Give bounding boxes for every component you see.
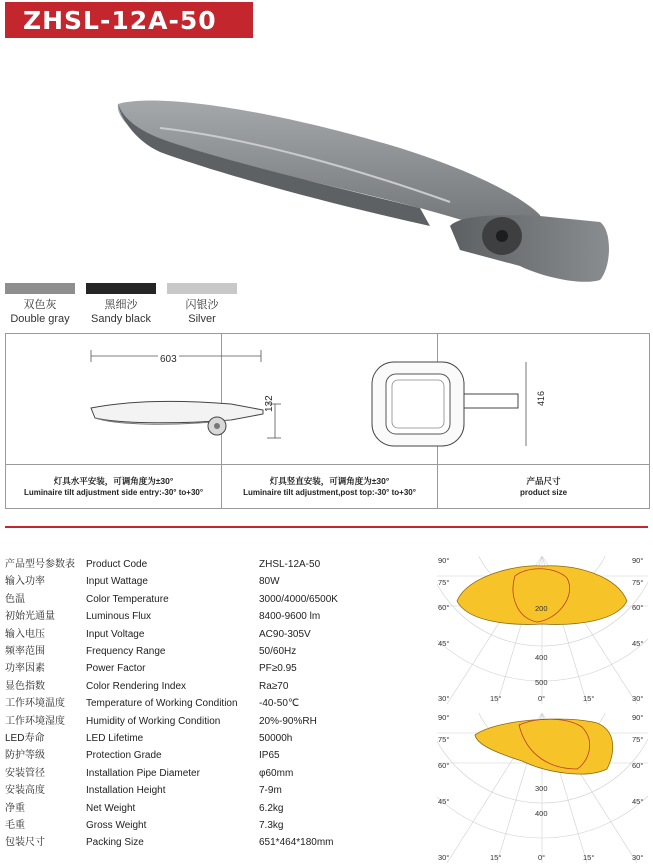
spec-en-label: Input Voltage	[86, 628, 145, 640]
top-view-drawing	[366, 354, 536, 454]
spec-value: 8400-9600 lm	[259, 611, 321, 623]
spec-value: Ra≥70	[259, 680, 289, 692]
spec-cn-label: 输入功率	[5, 576, 45, 588]
swatch-double-gray	[5, 283, 75, 294]
spec-value: φ60mm	[259, 767, 294, 779]
spec-en-label: Input Wattage	[86, 576, 148, 588]
spec-en-label: Color Rendering Index	[86, 680, 187, 692]
spec-cn-label: 显色指数	[5, 680, 45, 692]
spec-cn-label: 输入电压	[5, 628, 45, 640]
product-render	[100, 90, 620, 290]
spec-cn-label: 毛重	[5, 820, 25, 831]
title-banner	[5, 2, 253, 38]
caption-side-cn: 灯具水平安装，可调角度为±30°	[53, 476, 174, 486]
spec-en-label: Humidity of Working Condition	[86, 715, 221, 727]
spec-cn-label: 安装管径	[5, 767, 45, 779]
spec-en-label: Temperature of Working Condition	[86, 698, 238, 710]
dimension-drawing-box	[5, 333, 650, 509]
p2-angle-75-left: 75°	[438, 735, 450, 744]
spec-cn-label: 功率因素	[5, 663, 45, 675]
p1-angle-45-right: 45°	[632, 639, 644, 648]
spec-value: 80W	[259, 576, 280, 588]
p1-ring-400: 400	[535, 653, 548, 662]
p1-ring-200: 200	[535, 604, 548, 613]
swatch-sandy-black	[86, 283, 156, 294]
caption-size-en: product size	[519, 488, 568, 497]
p2-angle-0: 0°	[538, 853, 546, 862]
spec-value: 20%-90%RH	[259, 715, 317, 727]
spec-cn-label: 工作环境温度	[5, 698, 65, 710]
caption-size-cn: 产品尺寸	[526, 476, 561, 486]
p1-angle-75-left: 75°	[438, 578, 450, 587]
spec-cn-label: 工作环境湿度	[5, 715, 65, 727]
p1-angle-90-left: 90°	[438, 556, 450, 565]
spec-value: 50000h	[259, 733, 293, 744]
caption-side-en: Luminaire tilt adjustment side entry:-30° to+30°	[23, 488, 204, 497]
spec-en-label: Product Code	[86, 559, 148, 570]
p2-ring-300: 300	[535, 784, 548, 793]
p2-angle-45-right: 45°	[632, 797, 644, 806]
p1-angle-0: 0°	[538, 694, 546, 703]
p1-angle-90-right: 90°	[632, 556, 644, 565]
p2-angle-90-right: 90°	[632, 713, 644, 722]
p1-angle-75-right: 75°	[632, 578, 644, 587]
p1-angle-15-left: 15°	[490, 694, 502, 703]
spec-value: 651*464*180mm	[259, 837, 334, 849]
side-view-drawing	[81, 346, 291, 446]
p2-angle-45-left: 45°	[438, 797, 450, 806]
spec-en-label: LED Lifetime	[86, 733, 144, 744]
spec-en-label: Installation Pipe Diameter	[86, 767, 200, 779]
dim-length: 603	[160, 354, 177, 365]
mount-arm	[450, 215, 609, 282]
spec-cn-label: 初始光通量	[5, 611, 55, 623]
p2-angle-60-left: 60°	[438, 761, 450, 770]
spec-en-label: Color Temperature	[86, 593, 169, 605]
finish-label-silver: 闪银沙 Silver	[185, 299, 219, 325]
spec-en-label: Luminous Flux	[86, 611, 152, 623]
p2-angle-15-left: 15°	[490, 853, 502, 862]
spec-value: -40-50℃	[259, 698, 300, 710]
spec-en-label: Frequency Range	[86, 646, 166, 657]
p2-angle-90-left: 90°	[438, 713, 450, 722]
finish-label-sandy-black: 黑细沙 Sandy black	[91, 299, 151, 325]
spec-en-label: Packing Size	[86, 837, 144, 849]
p2-angle-30-right: 30°	[632, 853, 644, 862]
spec-value: 7.3kg	[259, 820, 284, 831]
polar-diagram-1	[437, 556, 648, 704]
dim-height: 132	[264, 395, 275, 412]
section-divider	[5, 526, 648, 528]
spec-en-label: Installation Height	[86, 785, 166, 797]
spec-value: AC90-305V	[259, 628, 311, 640]
spec-cn-label: 频率范围	[5, 646, 45, 657]
spec-cn-label: LED寿命	[5, 733, 45, 744]
spec-value: 50/60Hz	[259, 646, 297, 657]
p2-angle-15-right: 15°	[583, 853, 595, 862]
spec-value: 3000/4000/6500K	[259, 593, 338, 605]
spec-value: 6.2kg	[259, 802, 284, 814]
p1-angle-30-left: 30°	[438, 694, 450, 703]
p2-angle-60-right: 60°	[632, 761, 644, 770]
p2-angle-75-right: 75°	[632, 735, 644, 744]
spec-cn-label: 防护等级	[5, 750, 45, 762]
caption-post-en: Luminaire tilt adjustment,post top:-30° to+30°	[243, 488, 416, 497]
p2-angle-30-left: 30°	[438, 853, 450, 862]
p1-ring-500: 500	[535, 678, 548, 687]
spec-cn-label: 色温	[5, 593, 25, 605]
p1-angle-15-right: 15°	[583, 694, 595, 703]
spec-cn-label: 产品型号参数表	[5, 559, 75, 570]
spec-cn-label: 安装高度	[5, 785, 45, 797]
p2-ring-400: 400	[535, 809, 548, 818]
caption-divider	[6, 464, 649, 465]
p1-angle-30-right: 30°	[632, 694, 644, 703]
spec-value: ZHSL-12A-50	[259, 559, 321, 570]
spec-en-label: Protection Grade	[86, 750, 162, 762]
p1-angle-45-left: 45°	[438, 639, 450, 648]
spec-value: PF≥0.95	[259, 663, 297, 675]
finish-label-double-gray: 双色灰 Double gray	[10, 299, 70, 325]
p1-angle-60-left: 60°	[438, 603, 450, 612]
swatch-silver	[167, 283, 237, 294]
spec-en-label: Gross Weight	[86, 820, 147, 831]
spec-cn-label: 净重	[5, 802, 25, 814]
spec-value: 7-9m	[259, 785, 282, 797]
dim-width: 416	[536, 390, 546, 406]
pivot-bolt	[496, 230, 508, 242]
caption-post-cn: 灯具竖直安装，可调角度为±30°	[269, 476, 390, 486]
spec-cn-label: 包装尺寸	[5, 837, 45, 849]
spec-value: IP65	[259, 750, 280, 762]
spec-en-label: Power Factor	[86, 663, 146, 675]
p1-angle-60-right: 60°	[632, 603, 644, 612]
polar-diagram-2	[437, 713, 648, 863]
product-title: ZHSL-12A-50	[23, 6, 217, 35]
spec-en-label: Net Weight	[86, 802, 136, 814]
